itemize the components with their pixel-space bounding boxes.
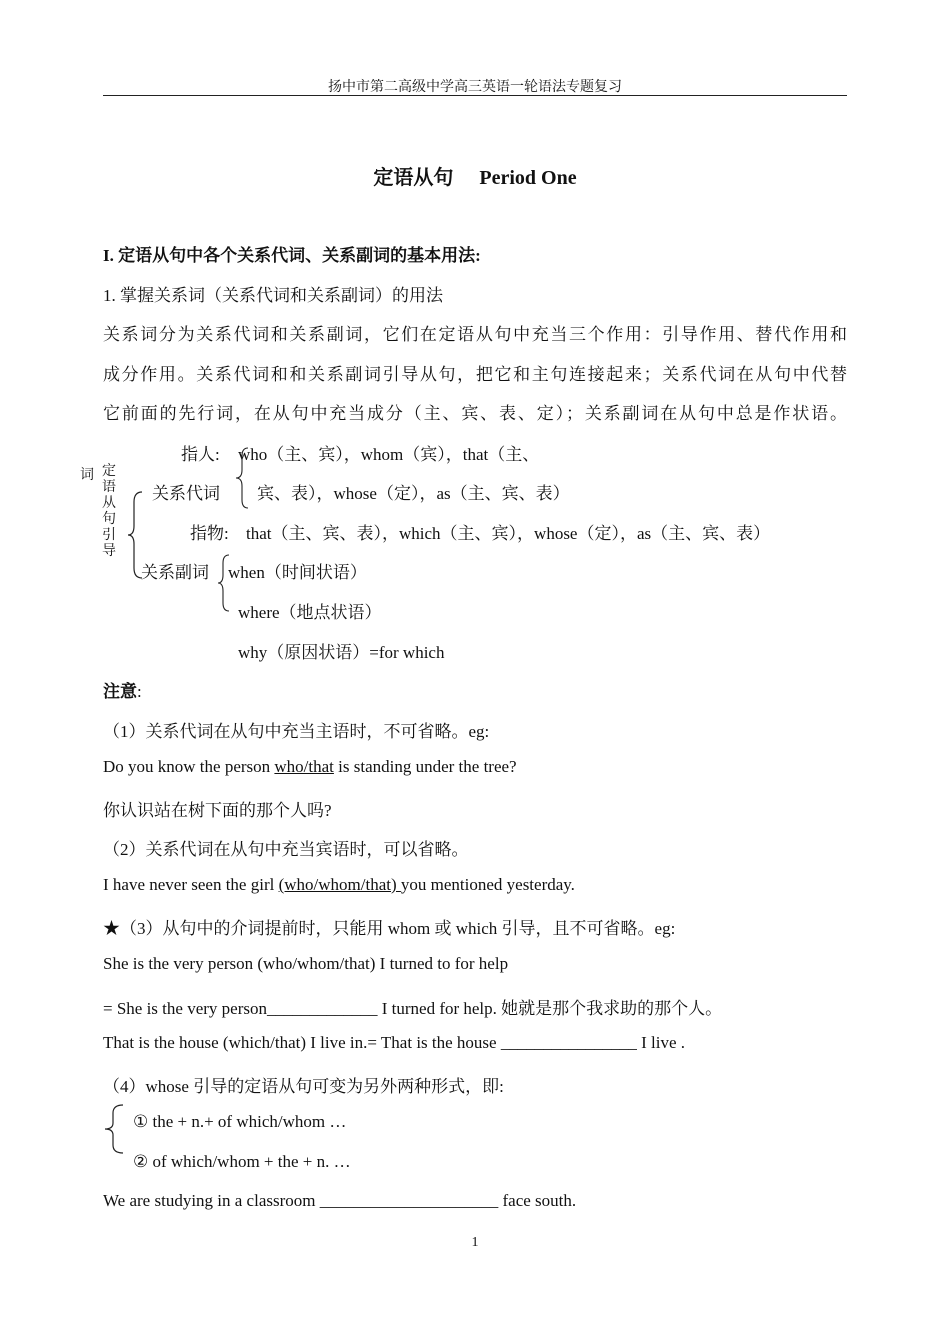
person-line-1: who（主、宾），whom（宾），that（主、 — [238, 445, 540, 464]
document-title — [0, 161, 950, 190]
note-3-example-2: = She is the very person_____________ I turned for help. 她就是那个我求助的那个人。 — [103, 999, 723, 1018]
root-char: 句 — [102, 512, 116, 527]
paragraph-line-1: 关系词分为关系代词和关系副词，它们在定语从句中充当三个作用：引导作用、替代作用和 — [103, 325, 847, 344]
notes-colon: : — [137, 682, 142, 701]
subsection-heading: 1. 掌握关系词（关系代词和关系副词）的用法 — [103, 286, 443, 305]
pronoun-label: 关系代词 — [152, 484, 220, 503]
notes-heading — [103, 677, 142, 702]
root-char: 定 — [102, 464, 116, 479]
adverb-label: 关系副词 — [141, 563, 209, 582]
person-line-2: 宾、表），whose（定），as（主、宾、表） — [257, 484, 570, 503]
note-1-translation: 你认识站在树下面的那个人吗? — [103, 801, 332, 820]
diagram-left-char: 词 — [80, 468, 94, 483]
adverb-why: why（原因状语）=for which — [238, 643, 445, 662]
root-char: 从 — [102, 496, 116, 511]
note-2-example — [103, 875, 575, 895]
thing-label: 指物: — [190, 524, 229, 543]
note-2: （2）关系代词在从句中充当宾语时，可以省略。 — [103, 840, 469, 859]
example-text: is standing under the tree? — [333, 757, 517, 776]
options-brace — [103, 1103, 125, 1155]
note-4-example: We are studying in a classroom _____________________ face south. — [103, 1191, 577, 1210]
note-3-example-3: That is the house (which/that) I live in.= That is the house ________________ I live . — [103, 1033, 685, 1052]
example-underlined: who/that — [274, 757, 334, 776]
thing-line: that（主、宾、表），which（主、宾），whose（定），as（主、宾、表） — [246, 524, 771, 543]
page-header: 扬中市第二高级中学高三英语一轮语法专题复习 — [328, 80, 622, 95]
note-4-option-2: ② of which/whom + the + n. … — [133, 1152, 351, 1171]
example-underlined: (who/whom/that) — [278, 875, 401, 894]
header-rule — [103, 95, 847, 96]
page-number: 1 — [471, 1235, 479, 1250]
root-char: 导 — [102, 544, 116, 559]
paragraph-line-3: 它前面的先行词，在从句中充当成分（主、宾、表、定）；关系副词在从句中总是作状语。 — [103, 404, 847, 423]
root-char: 语 — [102, 480, 116, 495]
section-heading: I. 定语从句中各个关系代词、关系副词的基本用法: — [103, 246, 481, 265]
example-text: I have never seen the girl — [103, 875, 279, 894]
root-char: 引 — [102, 528, 116, 543]
example-text: you mentioned yesterday. — [400, 875, 575, 894]
paragraph-line-2: 成分作用。关系代词和和关系副词引导从句，把它和主句连接起来；关系代词在从句中代替 — [103, 365, 847, 384]
note-3-example-1: She is the very person (who/whom/that) I turned to for help — [103, 954, 509, 973]
adverb-where: where（地点状语） — [238, 603, 382, 622]
person-label: 指人: — [181, 445, 220, 464]
note-4-option-1: ① the + n.+ of which/whom … — [133, 1112, 347, 1131]
notes-label: 注意 — [103, 682, 137, 701]
title-cn: 定语从句 — [373, 167, 454, 189]
adverb-when: when（时间状语） — [228, 563, 367, 582]
note-4: （4）whose 引导的定语从句可变为另外两种形式，即: — [103, 1077, 504, 1096]
note-1: （1）关系代词在从句中充当主语时，不可省略。eg: — [103, 722, 490, 741]
pronoun-brace — [234, 446, 250, 510]
note-1-example — [103, 757, 517, 777]
title-en: Period One — [479, 167, 577, 189]
note-3: ★（3）从句中的介词提前时，只能用 whom 或 which 引导，且不可省略。eg: — [103, 919, 676, 938]
diagram-root-label — [100, 464, 118, 560]
example-text: Do you know the person — [103, 757, 275, 776]
